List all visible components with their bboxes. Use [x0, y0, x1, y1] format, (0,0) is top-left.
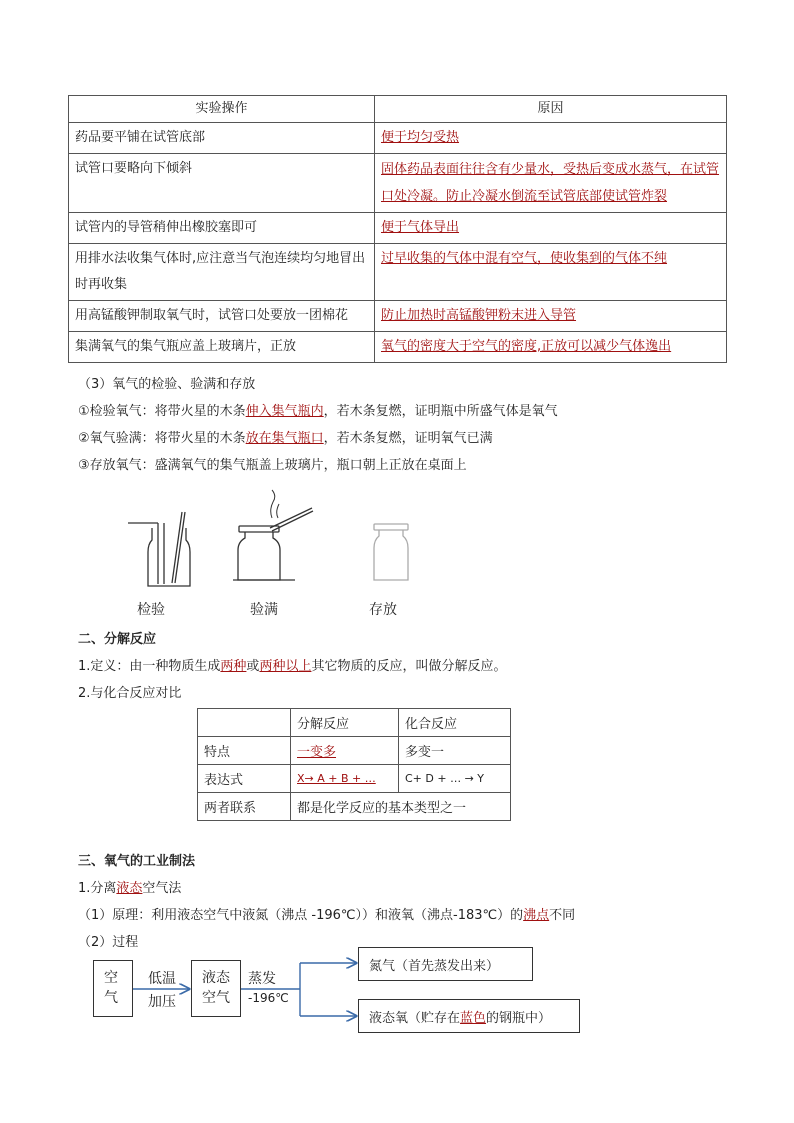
combination-cell: 多变一 [399, 737, 511, 765]
table-row [69, 154, 727, 213]
table-row [69, 332, 727, 363]
table-row [69, 213, 727, 244]
reason-cell: 固体药品表面往往含有少量水，受热后变成水蒸气，在试管口处冷凝。防止冷凝水倒流至试管底部使试管炸裂 [375, 154, 727, 213]
nitrogen-output-box [358, 947, 533, 981]
row-label: 表达式 [198, 765, 291, 793]
text: 的钢瓶中） [486, 1011, 552, 1026]
comparison-table [197, 708, 511, 821]
key-phrase: 蓝色 [460, 1011, 487, 1026]
header-combination: 化合反应 [399, 709, 511, 737]
operation-cell: 药品要平铺在试管底部 [69, 123, 375, 154]
test-oxygen-line [78, 400, 558, 419]
table-row [198, 793, 511, 821]
text: 或 [246, 659, 260, 674]
table-header-row [69, 96, 727, 123]
relation-cell: 都是化学反应的基本类型之一 [291, 793, 511, 821]
key-phrase: 两种 [220, 659, 247, 674]
text: 1.分离 [78, 881, 117, 896]
header-decomposition: 分解反应 [291, 709, 399, 737]
figure-label-test: 检验 [137, 602, 165, 618]
operation-cell: 用排水法收集气体时,应注意当气泡连续均匀地冒出时再收集 [69, 244, 375, 301]
step2-bottom-label: -196℃ [248, 991, 289, 1005]
reason-cell: 便于均匀受热 [375, 123, 727, 154]
step1-bottom-label: 加压 [148, 994, 176, 1010]
text: （1）原理：利用液态空气中液氮（沸点 -196℃））和液氧（沸点-183℃）的 [78, 908, 524, 923]
test-bottle-drawing [128, 512, 190, 586]
table-row [198, 737, 511, 765]
operation-cell: 集满氧气的集气瓶应盖上玻璃片，正放 [69, 332, 375, 363]
reason-cell: 氧气的密度大于空气的密度,正放可以减少气体逸出 [375, 332, 727, 363]
key-phrase: 沸点 [523, 908, 550, 923]
full-check-bottle-drawing [233, 490, 313, 580]
reason-cell: 防止加热时高锰酸钾粉末进入导管 [375, 301, 727, 332]
reason-cell: 便于气体导出 [375, 213, 727, 244]
operation-cell: 试管内的导管稍伸出橡胶塞即可 [69, 213, 375, 244]
text: 1.定义：由一种物质生成 [78, 659, 221, 674]
experiment-table [68, 95, 727, 363]
liquid-air-label: 液态空气 [202, 970, 230, 1006]
text: 空气法 [142, 881, 182, 896]
comparison-title: 2.与化合反应对比 [78, 686, 182, 701]
decomposition-cell: 一变多 [291, 737, 399, 765]
operation-cell: 试管口要略向下倾斜 [69, 154, 375, 213]
text: ①检验氧气：将带火星的木条 [78, 404, 246, 419]
figure-label-storage: 存放 [369, 602, 397, 618]
text: ，若木条复燃，证明瓶中所盛气体是氧气 [323, 404, 558, 419]
table-row [69, 301, 727, 332]
industrial-title: 三、氧气的工业制法 [78, 854, 196, 869]
full-check-line [78, 427, 493, 446]
header-empty [198, 709, 291, 737]
decomposition-cell: X→ A + B + … [291, 765, 399, 793]
storage-bottle-drawing [374, 524, 408, 580]
key-phrase: 液态 [116, 881, 143, 896]
separation-method [78, 877, 181, 896]
principle-line [78, 904, 575, 923]
step1-top-label: 低温 [148, 971, 176, 987]
text: ，若木条复燃，证明氧气已满 [323, 431, 493, 446]
section-3-title: （3）氧气的检验、验满和存放 [78, 377, 256, 392]
decomposition-title: 二、分解反应 [78, 632, 157, 647]
air-label: 空气 [104, 970, 118, 1006]
text: 不同 [549, 908, 576, 923]
gas-bottle-figures [120, 488, 440, 588]
liquid-oxygen-output-box [358, 999, 580, 1033]
storage-line: ③存放氧气：盛满氧气的集气瓶盖上玻璃片，瓶口朝上正放在桌面上 [78, 458, 467, 473]
table-header-row [198, 709, 511, 737]
figure-label-full-check: 验满 [250, 602, 278, 618]
key-phrase: 两种以上 [259, 659, 312, 674]
text: 液态氧（贮存在 [369, 1011, 461, 1026]
reason-cell: 过早收集的气体中混有空气，使收集到的气体不纯 [375, 244, 727, 301]
text: 其它物质的反应，叫做分解反应。 [311, 659, 507, 674]
process-title: （2）过程 [78, 935, 139, 950]
key-phrase: 放在集气瓶口 [245, 431, 324, 446]
key-phrase: 伸入集气瓶内 [245, 404, 324, 419]
step2-top-label: 蒸发 [248, 971, 276, 987]
table-row [198, 765, 511, 793]
text: ②氧气验满：将带火星的木条 [78, 431, 246, 446]
air-box [93, 960, 133, 1017]
header-reason: 原因 [375, 96, 727, 123]
row-label: 特点 [198, 737, 291, 765]
row-label: 两者联系 [198, 793, 291, 821]
table-row [69, 244, 727, 301]
table-row [69, 123, 727, 154]
header-operation: 实验操作 [69, 96, 375, 123]
liquid-air-box [191, 960, 241, 1017]
liquid-oxygen-output-label [369, 1007, 551, 1026]
combination-cell: C+ D + … → Y [399, 765, 511, 793]
decomposition-definition [78, 655, 506, 674]
operation-cell: 用高锰酸钾制取氧气时，试管口处要放一团棉花 [69, 301, 375, 332]
nitrogen-output-label: 氮气（首先蒸发出来） [369, 959, 500, 974]
